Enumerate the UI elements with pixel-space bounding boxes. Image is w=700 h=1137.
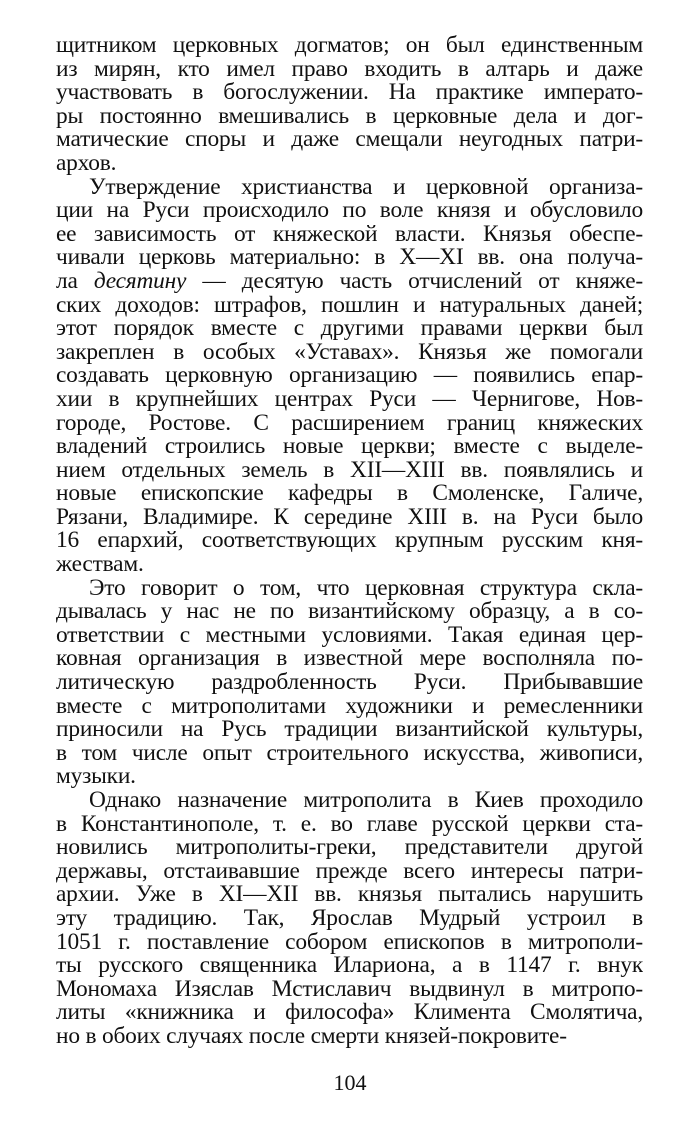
text-line: литы «книжника и философа» Климента Смолятича, [56, 1001, 643, 1025]
text-line: ры постоянно вмешивались в церковные дела и дог- [56, 104, 643, 129]
text-line: приносили на Русь традиции византийской культуры, [56, 718, 643, 742]
text-line: ла десятину — десятую часть отчислений от княже- [56, 269, 643, 294]
text-line: Это говорит о том, что церковная структура скла- [89, 576, 643, 601]
text-line: но в обоих случаях после смерти князей-покровите- [56, 1024, 567, 1049]
page-number: 104 [333, 1070, 367, 1095]
text-line: Однако назначение митрополита в Киев проходило [89, 789, 643, 813]
text-line: архов. [56, 151, 117, 176]
text-line: музыки. [56, 765, 136, 789]
emphasized-term: десятину [93, 269, 187, 294]
text-line: ответствии с местными условиями. Такая единая цер- [56, 623, 643, 648]
text-line: закреплен в особых «Уставах». Князья же помогали [56, 340, 643, 365]
paragraph [56, 789, 643, 1049]
text-line: владений строились новые церкви; вместе с выделе- [56, 435, 643, 459]
text-line: в Константинополе, т. е. во главе русской церкви ста- [56, 812, 643, 837]
text-line: архии. Уже в XI—XII вв. князья пытались нарушить [56, 883, 643, 907]
text-line: Мономаха Изяслав Мстиславич выдвинул в митропо- [56, 977, 643, 1002]
text-line: из мирян, кто имел право входить в алтарь и даже [56, 57, 643, 82]
text-line: 16 епархий, соответствующих крупным русским кня- [56, 529, 643, 554]
text-line: эту традицию. Так, Ярослав Мудрый устроил в [56, 906, 643, 931]
page-body [56, 34, 643, 1049]
text-line: державы, отстаивавшие прежде всего интересы патри- [56, 859, 643, 884]
text-line: дывалась у нас не по византийскому образцу, а в со- [56, 600, 643, 624]
text-line: ковная организация в известной мере восполняла по- [56, 647, 643, 672]
paragraph [56, 577, 643, 789]
text-line: создавать церковную организацию — появились епар- [56, 364, 643, 388]
text-line: Утверждение христианства и церковной организа- [89, 175, 643, 200]
text-line: чивали церковь материально: в X—XI вв. она получа- [56, 246, 643, 270]
text-line: хии в крупнейших центрах Руси — Чернигове, Нов- [56, 387, 643, 412]
text-line: новые епископские кафедры в Смоленске, Галиче, [56, 482, 643, 506]
text-line: участвовать в богослужении. На практике императо- [56, 81, 643, 105]
text-line: вместе с митрополитами художники и ремесленники [56, 694, 643, 719]
text-line: нием отдельных земель в XII—XIII вв. появлялись и [56, 458, 643, 483]
text-line: ции на Руси происходило по воле князя и обусловило [56, 199, 643, 223]
text-line: матические споры и даже смещали неугодных патри- [56, 128, 643, 152]
text-line: ты русского священника Илариона, а в 1147 г. внук [56, 954, 643, 978]
text-line: городе, Ростове. С расширением границ княжеских [56, 411, 643, 436]
text-line: новились митрополиты-греки, представители другой [56, 836, 643, 860]
text-line: ее зависимость от княжеской власти. Князья обеспе- [56, 222, 643, 247]
text-line: 1051 г. поставление собором епископов в митрополи- [56, 930, 643, 955]
text-line: ских доходов: штрафов, пошлин и натуральных даней; [56, 293, 643, 318]
text-line: в том числе опыт строительного искусства, живописи, [56, 741, 643, 766]
text-line: этот порядок вместе с другими правами церкви был [56, 317, 643, 341]
text-line: литическую раздробленность Руси. Прибывавшие [56, 671, 643, 695]
text-line: щитником церковных догматов; он был единственным [56, 34, 643, 58]
text-line: жествам. [56, 553, 144, 577]
paragraph [56, 34, 643, 176]
paragraph [56, 176, 643, 577]
text-line: Рязани, Владимире. К середине XIII в. на Руси было [56, 505, 643, 530]
